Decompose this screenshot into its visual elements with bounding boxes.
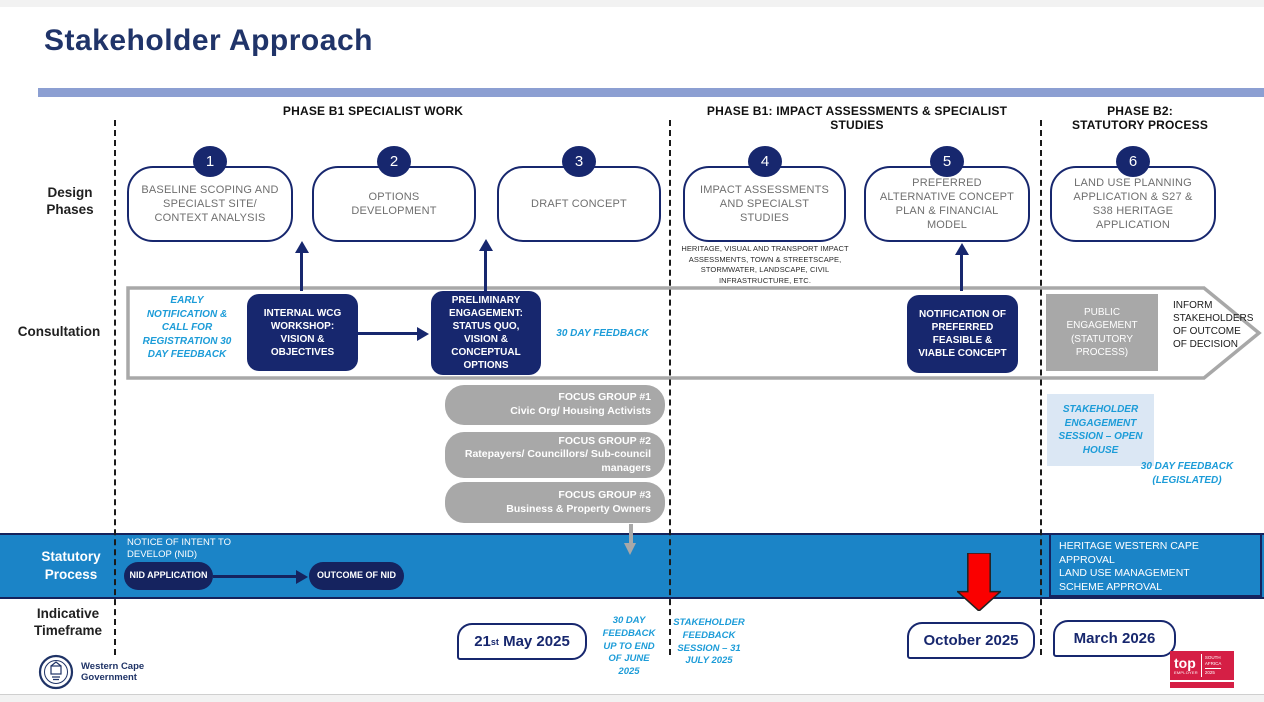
row-label-consultation: Consultation xyxy=(17,324,101,339)
top-edge-strip xyxy=(0,0,1264,7)
outcome-of-nid-pill: OUTCOME OF NID xyxy=(309,562,404,590)
phase-header-b1-specialist: PHASE B1 SPECIALIST WORK xyxy=(282,104,464,118)
focus-group-2-desc: Ratepayers/ Councillors/ Sub-council managers xyxy=(464,448,651,474)
focus-group-3-desc: Business & Property Owners xyxy=(506,502,651,515)
feedback-legislated-text: 30 DAY FEEDBACK (LEGISLATED) xyxy=(1140,461,1234,486)
nid-application-pill: NID APPLICATION xyxy=(124,562,213,590)
nid-to-outcome-arrow xyxy=(213,575,297,578)
workshop-to-preliminary-arrow xyxy=(358,332,418,335)
top-employer-sub: EMPLOYER xyxy=(1174,670,1198,675)
red-milestone-arrow-icon xyxy=(957,553,1001,611)
phase-number-badge-3: 3 xyxy=(562,146,596,177)
date-box-may-2025 xyxy=(457,623,587,660)
thirty-day-feedback-text: 30 DAY FEEDBACK xyxy=(556,328,649,339)
date-may-rest: May 2025 xyxy=(503,633,570,650)
phase-number-badge-4: 4 xyxy=(748,146,782,177)
design-phase-box-2: OPTIONS DEVELOPMENT xyxy=(312,166,476,242)
date-may-suffix: st xyxy=(490,636,499,647)
date-box-october-2025: October 2025 xyxy=(907,622,1035,659)
feedback-june-text: 30 DAY FEEDBACK UP TO END OF JUNE 2025 xyxy=(602,615,656,678)
phase-header-b2-statutory: PHASE B2: STATUTORY PROCESS xyxy=(1071,104,1209,133)
wcg-crest-icon xyxy=(38,654,74,690)
focus-group-1-desc: Civic Org/ Housing Activists xyxy=(510,405,651,417)
focus-group-down-arrow xyxy=(629,524,633,544)
preliminary-engagement-box: PRELIMINARY ENGAGEMENT: STATUS QUO, VISION & CONCEPTUAL OPTIONS xyxy=(431,291,541,375)
dashed-separator-left xyxy=(114,120,116,655)
top-employer-year: 2025 xyxy=(1205,668,1222,676)
date-may-day: 21 xyxy=(474,633,491,650)
design-phase-box-6: LAND USE PLANNING APPLICATION & S27 & S38 HERITAGE APPLICATION xyxy=(1050,166,1216,242)
focus-group-1 xyxy=(445,385,665,425)
phase-number-badge-5: 5 xyxy=(930,146,964,177)
nid-label: NOTICE OF INTENT TO DEVELOP (NID) xyxy=(127,537,231,560)
top-employer-word: top xyxy=(1174,655,1196,671)
design-phase-box-5: PREFERRED ALTERNATIVE CONCEPT PLAN & FINANCIAL MODEL xyxy=(864,166,1030,242)
focus-group-2-name: FOCUS GROUP #2 xyxy=(558,434,651,447)
arrow-up-preliminary xyxy=(484,250,487,291)
design-phase-box-1: BASELINE SCOPING AND SPECIALST SITE/ CONTEXT ANALYSIS xyxy=(127,166,293,242)
phase-number-badge-6: 6 xyxy=(1116,146,1150,177)
stakeholder-open-house-box: STAKEHOLDER ENGAGEMENT SESSION – OPEN HOUSE xyxy=(1047,394,1154,466)
arrow-up-notification xyxy=(960,254,963,291)
phase-number-badge-1: 1 xyxy=(193,146,227,177)
wcg-logo xyxy=(38,654,144,690)
focus-group-1-name: FOCUS GROUP #1 xyxy=(558,391,651,404)
row-label-statutory-process: Statutory Process xyxy=(41,549,101,582)
page-title: Stakeholder Approach xyxy=(44,24,373,57)
approval-landuse-text: LAND USE MANAGEMENT SCHEME APPROVAL xyxy=(1059,567,1190,593)
focus-group-2 xyxy=(445,432,665,478)
row-label-design-phases: Design Phases xyxy=(46,185,94,217)
approval-heritage-text: HERITAGE WESTERN CAPE APPROVAL xyxy=(1059,540,1199,566)
dashed-separator-right xyxy=(1040,120,1042,655)
focus-group-3-name: FOCUS GROUP #3 xyxy=(558,488,651,501)
design-phase-box-4: IMPACT ASSESSMENTS AND SPECIALST STUDIES xyxy=(683,166,846,242)
design-phase-box-3: DRAFT CONCEPT xyxy=(497,166,661,242)
bottom-edge-strip xyxy=(0,694,1264,702)
approvals-box xyxy=(1049,533,1262,597)
impact-assessments-note: HERITAGE, VISUAL AND TRANSPORT IMPACT ASSESSMENTS, TOWN & STREETSCAPE, STORMWATER, LANDSCAPE, CIVIL INFRASTRUCTURE, ETC. xyxy=(681,244,849,285)
public-engagement-box: PUBLIC ENGAGEMENT (STATUTORY PROCESS) xyxy=(1046,294,1158,371)
internal-wcg-workshop-box: INTERNAL WCG WORKSHOP: VISION & OBJECTIVES xyxy=(247,294,358,371)
wcg-logo-line1: Western Cape xyxy=(81,660,145,672)
top-employer-logo xyxy=(1170,651,1234,680)
phase-header-b1-impact: PHASE B1: IMPACT ASSESSMENTS & SPECIALIST STUDIES xyxy=(706,104,1008,133)
notification-preferred-box: NOTIFICATION OF PREFERRED FEASIBLE & VIABLE CONCEPT xyxy=(907,295,1018,373)
top-employer-region2: AFRICA xyxy=(1204,661,1222,667)
title-underline-bar xyxy=(38,88,1264,97)
stakeholder-july-text: STAKEHOLDER FEEDBACK SESSION – 31 JULY 2025 xyxy=(673,617,745,667)
inform-stakeholders-text: INFORM STAKEHOLDERS OF OUTCOME OF DECISION xyxy=(1173,300,1254,350)
wcg-logo-line2: Government xyxy=(81,672,137,683)
arrow-up-workshop xyxy=(300,252,303,291)
row-label-indicative-timeframe: Indicative Timeframe xyxy=(33,606,103,638)
dashed-separator-middle xyxy=(669,120,671,655)
top-employer-tagline-strip xyxy=(1170,682,1234,688)
top-employer-region1: SOUTH xyxy=(1204,655,1221,661)
focus-group-3 xyxy=(445,482,665,523)
date-box-march-2026: March 2026 xyxy=(1053,620,1176,657)
phase-number-badge-2: 2 xyxy=(377,146,411,177)
early-notification-text: EARLY NOTIFICATION & CALL FOR REGISTRATION 30 DAY FEEDBACK xyxy=(142,295,232,360)
